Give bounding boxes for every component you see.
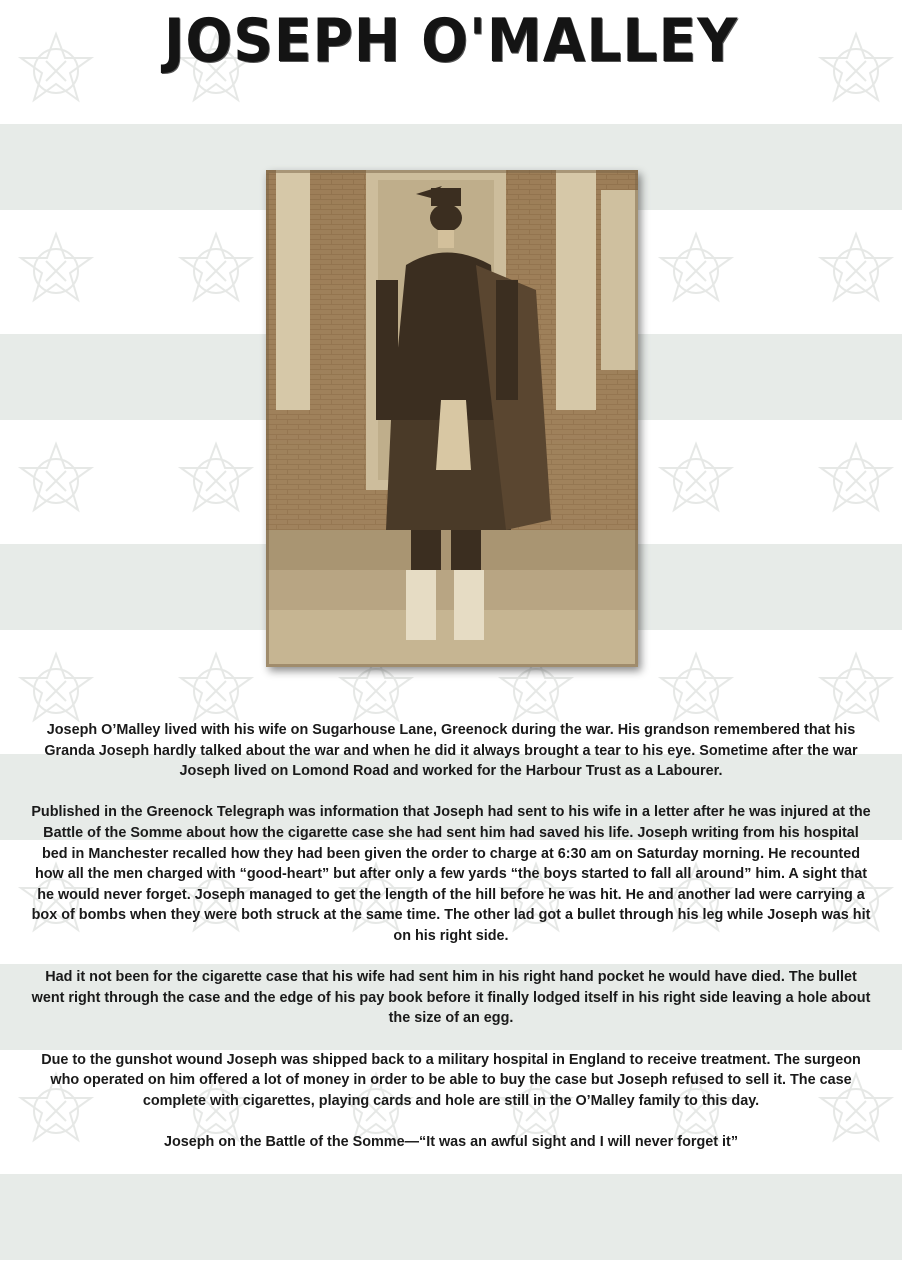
crest-watermark-icon: [653, 438, 739, 524]
crest-watermark-icon: [173, 228, 259, 314]
biography-text: [30, 720, 872, 1173]
paragraph-telegraph: Published in the Greenock Telegraph was information that Joseph had sent to his wife in a letter after he was injured at the Battle of the Somme about how the cigarette case she had sent him had saved his life. Joseph writing from his hospital bed in Manchester recalled how they had been given the order to charge at 6:30 am on Saturday morning. He recounted how all the men charged with “good-heart” but after only a few yards “the boys started to fall all around” him. A sight that he would never forget. Joseph managed to get the length of the hill before he was hit. He and another lad were carrying a box of bombs when they were both struck at the same time. The other lad got a bullet through his leg while Joseph was hit on his right side.: [31, 804, 871, 944]
paragraph-quote: Joseph on the Battle of the Somme—“It was an awful sight and I will never forget it”: [163, 1133, 739, 1150]
soldier-in-highland-uniform-photo-icon: [266, 170, 638, 667]
crest-watermark-icon: [173, 438, 259, 524]
paragraph-hospital: Due to the gunshot wound Joseph was shipped back to a military hospital in England to receive treatment. The surgeon who operated on him offered a lot of money in order to be able to buy the case but Joseph refused to sell it. The case complete with cigarettes, playing cards and hole are still in the O’Malley family to this day.: [41, 1051, 861, 1109]
crest-watermark-icon: [813, 228, 899, 314]
crest-watermark-icon: [13, 228, 99, 314]
crest-watermark-icon: [13, 438, 99, 524]
paragraph-cigarette-case: Had it not been for the cigarette case that his wife had sent him in his right hand pocket he would have died. The bullet went right through the case and the edge of his pay book before it finally lodged itself in his right side leaving a hole about the size of an egg.: [31, 969, 871, 1027]
crest-watermark-icon: [653, 228, 739, 314]
soldier-photo: [266, 170, 638, 667]
background-band: [0, 1174, 902, 1260]
crest-watermark-icon: [813, 438, 899, 524]
page-title: JOSEPH O'MALLEY: [163, 6, 739, 76]
paragraph-intro: Joseph O’Malley lived with his wife on Sugarhouse Lane, Greenock during the war. His grandson remembered that his Granda Joseph hardly talked about the war and when he did it always brought a tear to his eye. Sometime after the war Joseph lived on Lomond Road and worked for the Harbour Trust as a Labourer.: [44, 722, 858, 780]
